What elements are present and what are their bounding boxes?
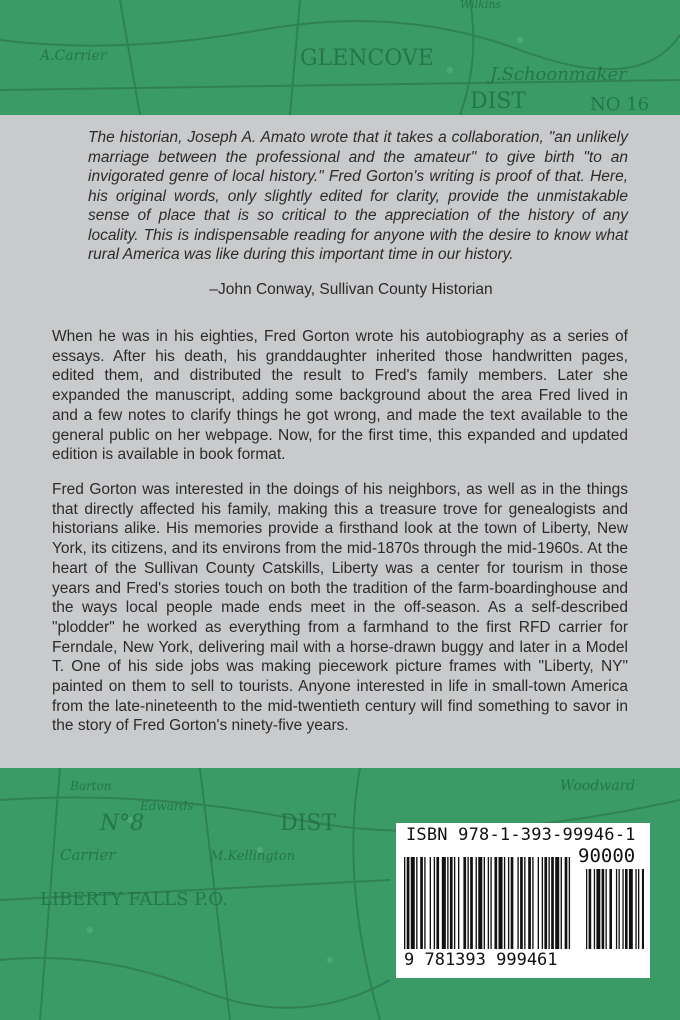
barcode-bar <box>499 857 503 949</box>
barcode-bar <box>470 857 473 949</box>
barcode-bar <box>476 857 477 949</box>
barcode-addon-bar <box>642 869 644 949</box>
price-addon: 90000 <box>578 845 636 867</box>
barcode-bar <box>511 857 514 949</box>
barcode-bar <box>411 857 415 949</box>
description-panel <box>0 115 680 768</box>
barcode-bar <box>434 857 435 949</box>
barcode-addon-bar <box>602 869 605 949</box>
barcode-bar <box>467 857 468 949</box>
map-label: DIST <box>470 89 527 114</box>
barcode-bar <box>488 857 489 949</box>
description-paragraph-1: When he was in his eighties, Fred Gorton wrote his autobiography as a series of essays. After his death, his granddaughter inherited those handwritten pages, edited them, and distributed the result to Fred's family members. Later she expanded the manuscript, adding some background about the area Fred lived in and a few notes to clarify things he got wrong, and made the text available to the general public on her webpage. Now, for the first time, this expanded and updated edition is available in book format. <box>52 328 628 464</box>
barcode-addon-bar <box>635 869 636 949</box>
barcode-addon-bar <box>638 869 639 949</box>
barcode-bar <box>494 857 497 949</box>
barcode-bar <box>424 857 425 949</box>
barcode-bar <box>555 857 559 949</box>
barcode-bar <box>442 857 446 949</box>
barcode-addon-bar <box>606 869 607 949</box>
map-label: GLENCOVE <box>300 46 434 71</box>
quote-attribution: –John Conway, Sullivan County Historian <box>209 281 493 298</box>
barcode-bar <box>458 857 459 949</box>
barcode-bar <box>528 857 531 949</box>
barcode-addon-bar <box>622 869 623 949</box>
barcode-bars <box>404 857 644 951</box>
description-paragraph-2: Fred Gorton was interested in the doings of his neighbors, as well as in the things that directly affected his family, making this a treasure trove for genealogists and historians alike. His memories provide a firsthand look at the town of Liberty, New York, its citizens, and its environs from the mid-1870s through the mid-1960s. At the heart of the Sullivan County Catskills, Liberty was a center for tourism in those years and Fred's stories touch on both the tradition of the farm-boardinghouse and the ways local people made ends meet in the off-season. As a self-described "plodder" he worked as everything from a farmhand to the first RFD carrier for Ferndale, New York, delivering mail with a horse-drawn buggy and later in a Model T. One of his side jobs was making piecework picture frames with "Liberty, NY" painted on them to sell to tourists. Anyone interested in life in small-town America from the late-nineteenth to the mid-twentieth century will find something to savor in the story of Fred Gorton's ninety-five years. <box>52 481 628 735</box>
barcode-bar <box>407 857 410 949</box>
barcode-bar <box>463 857 466 949</box>
barcode-addon-bar <box>625 869 628 949</box>
barcode-bar <box>504 857 505 949</box>
barcode-bar <box>544 857 547 949</box>
map-label: DIST <box>280 811 337 836</box>
barcode-bar <box>542 857 543 949</box>
barcode-bar <box>524 857 525 949</box>
map-label: Woodward <box>560 778 636 794</box>
barcode-bar <box>450 857 453 949</box>
map-label: Edwards <box>140 799 194 813</box>
barcode-bar <box>416 857 417 949</box>
barcode-addon-bar <box>629 869 633 949</box>
map-label: J.Schoonmaker <box>490 64 627 85</box>
barcode-bar <box>561 857 562 949</box>
isbn-text: ISBN 978-1-393-99946-1 <box>406 825 636 845</box>
barcode-bar <box>538 857 539 949</box>
barcode-bar <box>447 857 448 949</box>
barcode-bar <box>404 857 405 949</box>
map-label: LIBERTY FALLS P.O. <box>40 889 228 910</box>
barcode-addon-bar <box>594 869 595 949</box>
barcode-addon-bar <box>589 869 592 949</box>
barcode-bar <box>436 857 439 949</box>
map-label: A.Carrier <box>40 48 107 64</box>
map-label: Wilkins <box>460 0 502 11</box>
barcode-bar <box>548 857 549 949</box>
barcode-bar <box>420 857 423 949</box>
isbn-barcode <box>396 823 650 978</box>
barcode-bar <box>454 857 455 949</box>
map-label: M.Kellington <box>210 849 296 864</box>
barcode-bar <box>565 857 568 949</box>
barcode-bar <box>520 857 523 949</box>
barcode-bar <box>569 857 570 949</box>
barcode-bar <box>532 857 533 949</box>
barcode-bar <box>551 857 554 949</box>
barcode-bar <box>484 857 485 949</box>
map-label: N°8 <box>100 811 145 836</box>
barcode-addon-bar <box>619 869 620 949</box>
barcode-addon-bar <box>596 869 600 949</box>
barcode-bar <box>490 857 491 949</box>
map-label: NO 16 <box>590 94 650 115</box>
map-label: Carrier <box>60 846 116 864</box>
barcode-bar <box>508 857 509 949</box>
barcode-addon-bar <box>586 869 587 949</box>
barcode-bar <box>430 857 431 949</box>
barcode-bar <box>517 857 518 949</box>
barcode-bar <box>478 857 482 949</box>
map-label: Barton <box>70 779 112 793</box>
ean-digits: 9 781393 999461 <box>404 950 558 970</box>
endorsement-quote: The historian, Joseph A. Amato wrote that it takes a collaboration, "an unlikely marriage between the professional and the amateur" to give birth "to an invigorated genre of local history." Fred Gorton's writing is proof of that. Here, his original words, only slightly edited for clarity, provide the unmistakable sense of place that is so critical to the appreciation of the history of any locality. This is indispensable reading for anyone with the desire to know what rural America was like during this important time in our history. <box>88 129 628 263</box>
barcode-addon-bar <box>616 869 617 949</box>
barcode-addon-bar <box>609 869 612 949</box>
